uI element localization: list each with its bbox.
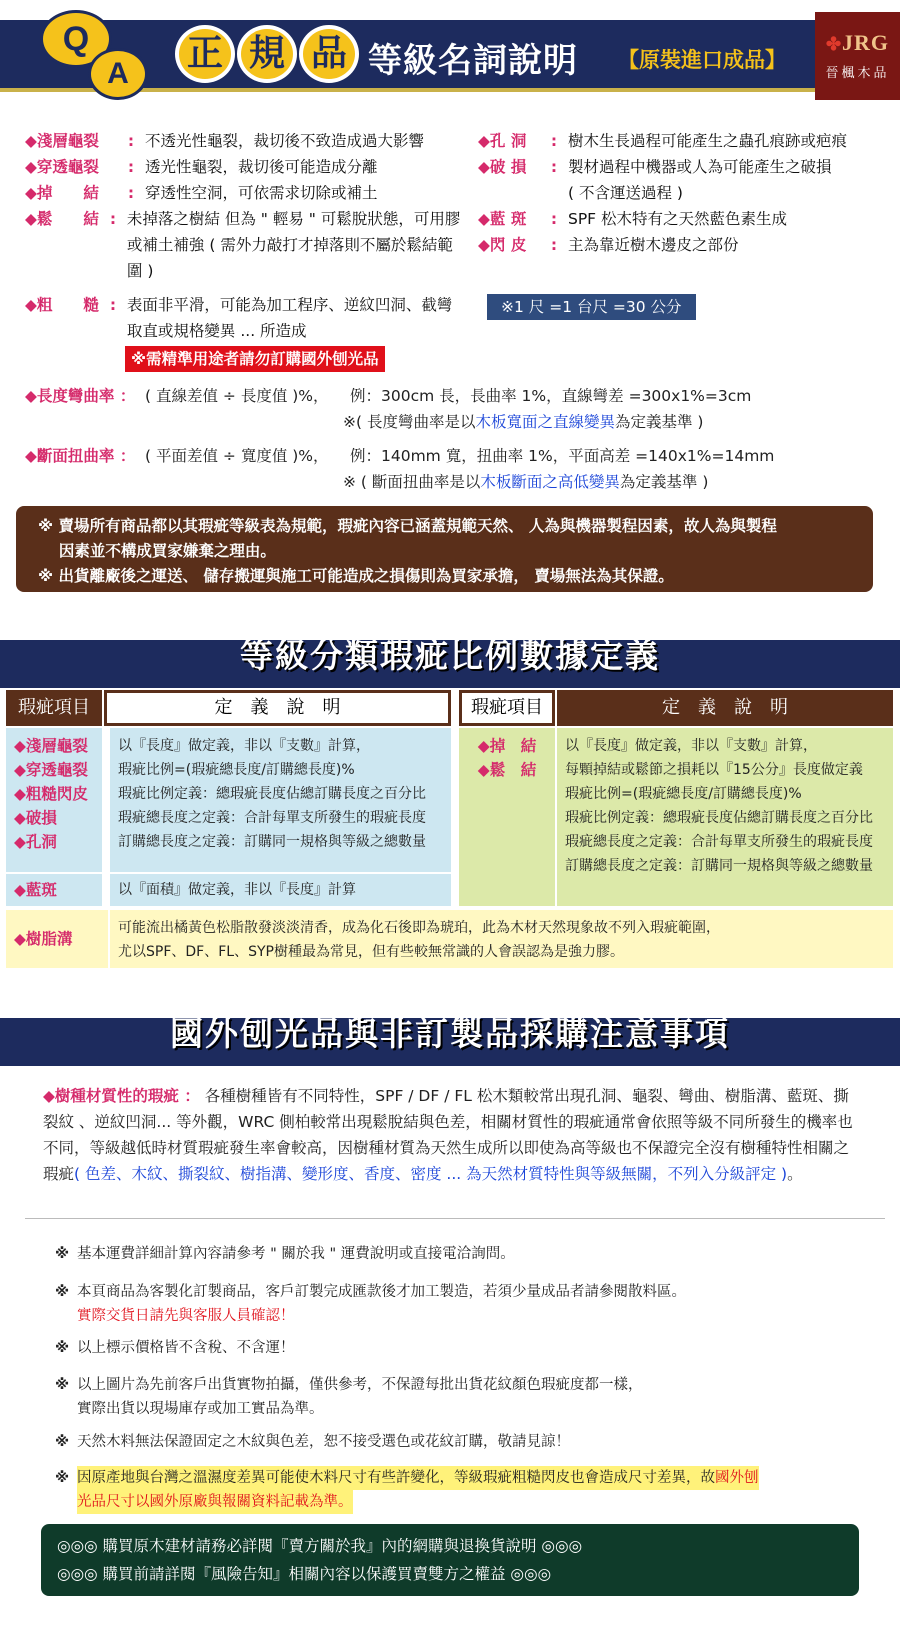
defect-key: ◆破損 xyxy=(14,809,57,827)
species-defects xyxy=(43,1083,858,1187)
rate-formula: ( 平面差值 ÷ 寬度值 )%， xyxy=(145,447,329,465)
note-red-text: 光品尺寸以國外原廠與報關資料記載為準。 xyxy=(77,1490,353,1514)
table-header-item: 瑕疵項目 xyxy=(459,690,555,726)
species-key: ◆樹種材質性的瑕疵 ： xyxy=(43,1087,200,1105)
unit-note: ※1 尺 =1 台尺 =30 公分 xyxy=(487,294,696,320)
term-row: ◆閃 皮 : 主為靠近樹木邊皮之部份 xyxy=(478,232,898,258)
term-def: SPF 松木特有之天然藍色素生成 xyxy=(568,210,788,228)
def-line: 以『長度』做定義，非以『支數』計算， xyxy=(118,738,370,754)
a-bubble-icon: A xyxy=(88,48,148,100)
note-text: 天然木料無法保證固定之木紋與色差，恕不接受選色或花紋訂購，敬請見諒！ xyxy=(77,1434,570,1450)
term-key xyxy=(478,180,540,206)
def-line: 可能流出橘黃色松脂散發淡淡清香，成為化石後即為琥珀，此為木材天然現象故不列入瑕疵範圍， xyxy=(118,920,720,936)
defect-key: ◆鬆 結 xyxy=(477,761,537,779)
note-3 xyxy=(55,1336,885,1360)
length-rate xyxy=(25,383,885,409)
note-5 xyxy=(55,1430,885,1454)
term-key: ◆閃 皮 xyxy=(478,236,527,254)
rate-formula: ( 直線差值 ÷ 長度值 )%， xyxy=(145,387,329,405)
term-row xyxy=(478,180,898,206)
term-key: ◆孔 洞 xyxy=(478,132,527,150)
note-text: 實際出貨以現場庫存或加工實品為準。 xyxy=(77,1401,324,1417)
note-red-text: 實際交貨日請先與客服人員確認！ xyxy=(77,1308,295,1324)
def-line: 以『長度』做定義，非以『支數』計算， xyxy=(565,738,817,754)
note-text: 為定義基準 ) xyxy=(619,473,709,491)
def-line: 瑕疵總長度之定義：合計每單支所發生的瑕疵長度 xyxy=(565,834,873,850)
term-row: ◆孔 洞 : 樹木生長過程可能產生之蟲孔痕跡或疤痕 xyxy=(478,128,898,154)
note-1 xyxy=(55,1242,885,1266)
q-bubble-icon: Q xyxy=(40,10,112,68)
divider xyxy=(25,1218,885,1219)
note-text: 本頁商品為客製化訂製商品，客戶訂製完成匯款後才加工製造，若須少量成品者請參閱散料區。 xyxy=(77,1284,686,1300)
table-key-bluestain xyxy=(6,874,102,906)
term-def: 表面非平滑，可能為加工程序、逆紋凹洞、截彎取直或規格變異 ... 所造成 xyxy=(126,296,453,340)
defect-key: ◆孔洞 xyxy=(14,833,57,851)
rate-key: ◆斷面扭曲率 ： xyxy=(25,447,136,465)
def-line: 瑕疵總長度之定義：合計每單支所發生的瑕疵長度 xyxy=(118,810,426,826)
section-title-grading: 等級分類瑕疵比例數據定義 xyxy=(240,636,660,675)
length-note xyxy=(25,409,885,435)
logo-name: 晉楓木品 xyxy=(825,66,890,81)
section-rate xyxy=(25,443,885,469)
term-row: ◆破 損 : 製材過程中機器或人為可能產生之破損 xyxy=(478,154,898,180)
term-row: ◆穿透龜裂 : 透光性龜裂，裁切後可能造成分離 xyxy=(25,154,465,180)
term-def: ( 不含運送過程 ) xyxy=(568,184,683,202)
precision-warning: ※需精準用途者請勿訂購國外刨光品 xyxy=(125,346,385,372)
section-title-purchase: 國外刨光品與非訂製品採購注意事項 xyxy=(170,1014,730,1053)
term-def: 製材過程中機器或人為可能產生之破損 xyxy=(568,158,832,176)
note-mark: ※ xyxy=(55,1470,70,1486)
def-line: 以『面積』做定義，非以『長度』計算 xyxy=(118,882,356,898)
term-row: ◆淺層龜裂 : 不透光性龜裂，裁切後不致造成過大影響 xyxy=(25,128,465,154)
header xyxy=(0,0,900,105)
def-line: 尤以SPF、DF、FL、SYP樹種最為常見，但有些較無常識的人會誤認為是強力膠。 xyxy=(118,944,624,960)
defect-key: ◆樹脂溝 xyxy=(14,930,73,948)
term-def: 樹木生長過程可能產生之蟲孔痕跡或疤痕 xyxy=(568,132,848,150)
term-def: 主為靠近樹木邊皮之部份 xyxy=(568,236,739,254)
term-def: 穿透性空洞，可依需求切除或補土 xyxy=(145,184,378,202)
page-title: 等級名詞說明 xyxy=(368,41,578,81)
note-highlight: 木板寬面之直線變異 xyxy=(475,413,615,431)
disclaimer-line: ※ 賣場所有商品都以其瑕疵等級表為規範，瑕疵內容已涵蓋規範天然、 人為與機器製程因素，故人為與製程 xyxy=(38,517,777,535)
defect-key: ◆穿透龜裂 xyxy=(14,761,88,779)
term-key: ◆穿透龜裂 xyxy=(25,158,99,176)
term-key: ◆粗 糙 xyxy=(25,296,99,314)
note-highlight xyxy=(77,1466,759,1490)
table-key-resin xyxy=(6,910,108,968)
terms-left xyxy=(25,128,465,372)
note-2 xyxy=(55,1280,885,1328)
footer-line: ◎◎◎ 購買前請詳閱『風險告知』相關內容以保護買賣雙方之權益 ◎◎◎ xyxy=(57,1565,552,1583)
disclaimer-line: ※ 出貨離廠後之運送、 儲存搬運與施工可能造成之損傷則為買家承擔， 賣場無法為其保證。 xyxy=(38,567,674,585)
table-defs-left xyxy=(110,728,451,872)
term-key: ◆鬆 結 xyxy=(25,210,99,228)
term-key: ◆藍 斑 xyxy=(478,210,527,228)
table-def-resin xyxy=(110,910,893,968)
def-line: 瑕疵比例定義：總瑕疵長度佔總訂購長度之百分比 xyxy=(565,810,873,826)
species-end: 。 xyxy=(787,1165,803,1183)
term-key: ◆淺層龜裂 xyxy=(25,132,99,150)
note-6 xyxy=(55,1466,885,1514)
note-mark: ※ xyxy=(55,1340,70,1356)
rates xyxy=(25,383,885,495)
def-line: 瑕疵比例=(瑕疵總長度/訂購總長度)% xyxy=(118,762,355,778)
note-text: 以上圖片為先前客戶出貨實物拍攝，僅供參考，不保證每批出貨花紋顏色瑕疵度都一樣， xyxy=(77,1377,643,1393)
note-highlight: 木板斷面之高低變異 xyxy=(480,473,620,491)
note-text: 以上標示價格皆不含稅、不含運！ xyxy=(77,1340,295,1356)
table-header-def: 定 義 說 明 xyxy=(104,690,451,726)
section-note xyxy=(25,469,885,495)
def-line: 瑕疵比例定義：總瑕疵長度佔總訂購長度之百分比 xyxy=(118,786,426,802)
note-text: 基本運費詳細計算內容請參考 " 關於我 " 運費說明或直接電洽詢問。 xyxy=(77,1246,515,1262)
term-row: ◆掉 結 : 穿透性空洞，可依需求切除或補土 xyxy=(25,180,465,206)
species-blue-text: ( 色差、木紋、撕裂紋、樹指溝、變形度、香度、密度 ... 為天然材質特性與等級無關，不列入分級評定 ) xyxy=(74,1165,788,1183)
disclaimer-line: 因素並不構成買家嫌棄之理由。 xyxy=(38,542,276,560)
rate-key: ◆長度彎曲率 ： xyxy=(25,387,136,405)
badge-gui: 規 xyxy=(237,25,297,83)
disclaimer-box xyxy=(16,506,873,592)
table-keys-right xyxy=(459,728,555,906)
term-row: ◆粗 糙 : 表面非平滑，可能為加工程序、逆紋凹洞、截彎取直或規格變異 ... 所造成 xyxy=(25,292,465,344)
term-def: 不透光性龜裂，裁切後不致造成過大影響 xyxy=(145,132,425,150)
term-row: ◆藍 斑 : SPF 松木特有之天然藍色素生成 xyxy=(478,206,898,232)
footer-line: ◎◎◎ 購買原木建材請務必詳閱『賣方關於我』內的網購與退換貨說明 ◎◎◎ xyxy=(57,1537,583,1555)
defect-key: ◆淺層龜裂 xyxy=(14,737,88,755)
table-defs-right xyxy=(557,728,893,906)
term-key: ◆破 損 xyxy=(478,158,527,176)
note-mark: ※ xyxy=(55,1377,70,1393)
table-def-bluestain xyxy=(110,874,451,906)
note-4 xyxy=(55,1373,885,1421)
logo-mark xyxy=(815,30,900,56)
note-mark: ※ xyxy=(55,1246,70,1262)
badge-pin: 品 xyxy=(299,25,359,83)
defect-key: ◆粗糙閃皮 xyxy=(14,785,88,803)
table-header-item: 瑕疵項目 xyxy=(6,690,102,726)
table-keys-left xyxy=(6,728,102,872)
defect-key: ◆藍斑 xyxy=(14,881,57,899)
brand-logo xyxy=(815,12,900,100)
note-text: ※ ( 斷面扭曲率是以 xyxy=(343,473,481,491)
note-text: ※( 長度彎曲率是以 xyxy=(343,413,476,431)
rate-example: 例：140mm 寬，扭曲率 1%，平面高差 =140x1%=14mm xyxy=(350,447,775,465)
footer-box xyxy=(41,1524,859,1596)
defect-key: ◆掉 結 xyxy=(477,737,537,755)
note-red-text: 國外刨 xyxy=(715,1470,759,1486)
def-line: 訂購總長度之定義：訂購同一規格與等級之總數量 xyxy=(118,834,426,850)
def-line: 每顆掉結或鬆節之損耗以『15公分』長度做定義 xyxy=(565,762,863,778)
term-row: ◆鬆 結 : 未掉落之樹結 但為 " 輕易 " 可鬆脫狀態，可用膠或補土補強 ( 需外力敲打才掉落則不屬於鬆結範圍 ) xyxy=(25,206,465,284)
term-def: 未掉落之樹結 但為 " 輕易 " 可鬆脫狀態，可用膠或補土補強 ( 需外力敲打才掉落則不屬於鬆結範圍 ) xyxy=(126,210,461,280)
note-text: 因原產地與台灣之溫濕度差異可能使木料尺寸有些許變化，等級瑕疵粗糙閃皮也會造成尺寸差異，故 xyxy=(77,1470,715,1486)
logo-text: JRG xyxy=(842,30,890,55)
badge-zheng: 正 xyxy=(175,25,235,83)
def-line: 訂購總長度之定義：訂購同一規格與等級之總數量 xyxy=(565,858,873,874)
note-mark: ※ xyxy=(55,1284,70,1300)
note-text: 為定義基準 ) xyxy=(614,413,704,431)
species-text: 各種樹種皆有不同特性，SPF / DF / FL 松木類較常出現孔洞、龜裂、彎曲、樹脂溝、藍斑、撕裂紋 、逆紋凹洞... 等外觀，WRC 側柏較常出現鬆脫結與色差，相關材質性的瑕疵通常會依照等級不同所發生的機率也不同，等級越低時材質瑕疵發生率會較高，因樹種材質為天然生成所以即使為高等級也不保證完全沒有樹種特性相關之瑕疵 xyxy=(43,1087,853,1183)
table-header-def: 定 義 說 明 xyxy=(557,690,893,726)
page-subtitle: 【原裝進口成品】 xyxy=(618,48,786,72)
title-badges xyxy=(175,25,359,83)
terms-right xyxy=(478,128,898,258)
def-line: 瑕疵比例=(瑕疵總長度/訂購總長度)% xyxy=(565,786,802,802)
note-mark: ※ xyxy=(55,1434,70,1450)
term-def: 透光性龜裂，裁切後可能造成分離 xyxy=(145,158,378,176)
maple-leaf-icon: ✤ xyxy=(825,34,843,54)
term-key: ◆掉 結 xyxy=(25,184,99,202)
rate-example: 例：300cm 長，長曲率 1%，直線彎差 =300x1%=3cm xyxy=(350,387,752,405)
